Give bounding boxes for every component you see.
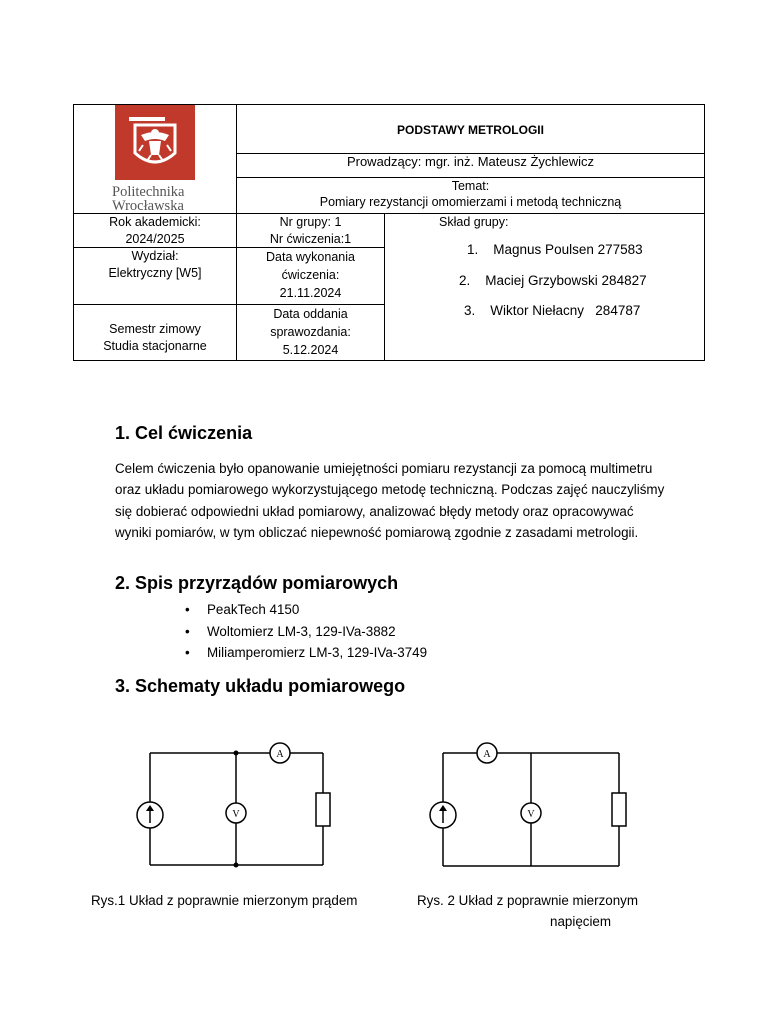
member-name: Maciej Grzybowski 284827 <box>485 273 647 288</box>
group-member <box>467 242 643 257</box>
course-title: PODSTAWY METROLOGII <box>397 123 544 137</box>
instructor: Prowadzący: mgr. inż. Mateusz Żychlewicz <box>346 154 595 169</box>
section-number: 2. <box>115 573 131 593</box>
exec-date-label-1: Data wykonania <box>266 250 355 264</box>
academic-year-label: Rok akademicki: <box>109 215 201 229</box>
report-date-label-1: Data oddania <box>273 307 348 321</box>
figure-caption-2-line-1: Rys. 2 Układ z poprawnie mierzonym <box>417 893 639 908</box>
exercise-number: Nr ćwiczenia:1 <box>269 232 352 246</box>
group-number: Nr grupy: 1 <box>279 215 342 229</box>
report-header-table <box>73 104 705 361</box>
exec-date-label-2: ćwiczenia: <box>281 268 340 282</box>
academic-year: 2024/2025 <box>125 232 185 246</box>
university-logo <box>115 105 195 180</box>
list-item: • PeakTech 4150 <box>185 599 427 621</box>
section-heading <box>115 676 405 697</box>
circuit-diagram-1 <box>130 740 340 875</box>
section-heading <box>115 423 252 444</box>
semester: Semestr zimowy <box>109 322 201 336</box>
section-title: Schematy układu pomiarowego <box>135 676 406 696</box>
group-member <box>459 273 647 288</box>
group-member <box>464 303 640 318</box>
voltmeter-label: V <box>232 809 240 820</box>
member-number: 2. <box>459 273 471 288</box>
figure-caption-2-line-2: napięciem <box>550 914 612 929</box>
member-name: Wiktor Niełacny 284787 <box>490 303 641 318</box>
university-logo-text: Politechnika Wrocławska <box>112 185 185 214</box>
section-number: 1. <box>115 423 131 443</box>
section-title: Spis przyrządów pomiarowych <box>135 573 399 593</box>
group-members-label: Skład grupy: <box>439 215 509 229</box>
ammeter-label: A <box>276 749 284 760</box>
figure-caption-1: Rys.1 Układ z poprawnie mierzonym prądem <box>91 893 358 908</box>
voltmeter-label: V <box>527 809 535 820</box>
section-title: Cel ćwiczenia <box>135 423 253 443</box>
member-name: Magnus Poulsen 277583 <box>493 242 643 257</box>
goal-paragraph: Celem ćwiczenia było opanowanie umiejętności pomiaru rezystancji za pomocą multimetru oraz układu pomiarowego wykorzystującego metodę techniczną. Podczas zajęć nauczyliśmy się dobierać odpowiedni układ pomiarowy, analizować błędy metody oraz opracowywać wyniki pomiarów, w tym obliczać niepewność pomiarową zgodnie z zasadami metrologii. <box>115 461 665 540</box>
topic: Pomiary rezystancji omomierzami i metodą techniczną <box>319 195 622 209</box>
ammeter-label: A <box>483 749 491 760</box>
exec-date: 21.11.2024 <box>279 286 342 300</box>
circuit-diagram-2 <box>425 740 635 875</box>
section-number: 3. <box>115 676 131 696</box>
study-mode: Studia stacjonarne <box>103 339 207 353</box>
divider <box>384 214 385 360</box>
topic-label: Temat: <box>451 179 490 193</box>
section-heading <box>115 573 398 594</box>
member-number: 1. <box>467 242 479 257</box>
list-item: • Miliamperomierz LM-3, 129-IVa-3749 <box>185 642 427 664</box>
report-date-label-2: sprawozdania: <box>270 325 351 339</box>
member-number: 3. <box>464 303 476 318</box>
report-date: 5.12.2024 <box>282 343 339 357</box>
list-item: • Woltomierz LM-3, 129-IVa-3882 <box>185 621 427 643</box>
department-label: Wydział: <box>131 249 179 263</box>
instrument-list <box>185 599 427 664</box>
department: Elektryczny [W5] <box>108 266 202 280</box>
eagle-emblem-icon <box>115 105 195 180</box>
